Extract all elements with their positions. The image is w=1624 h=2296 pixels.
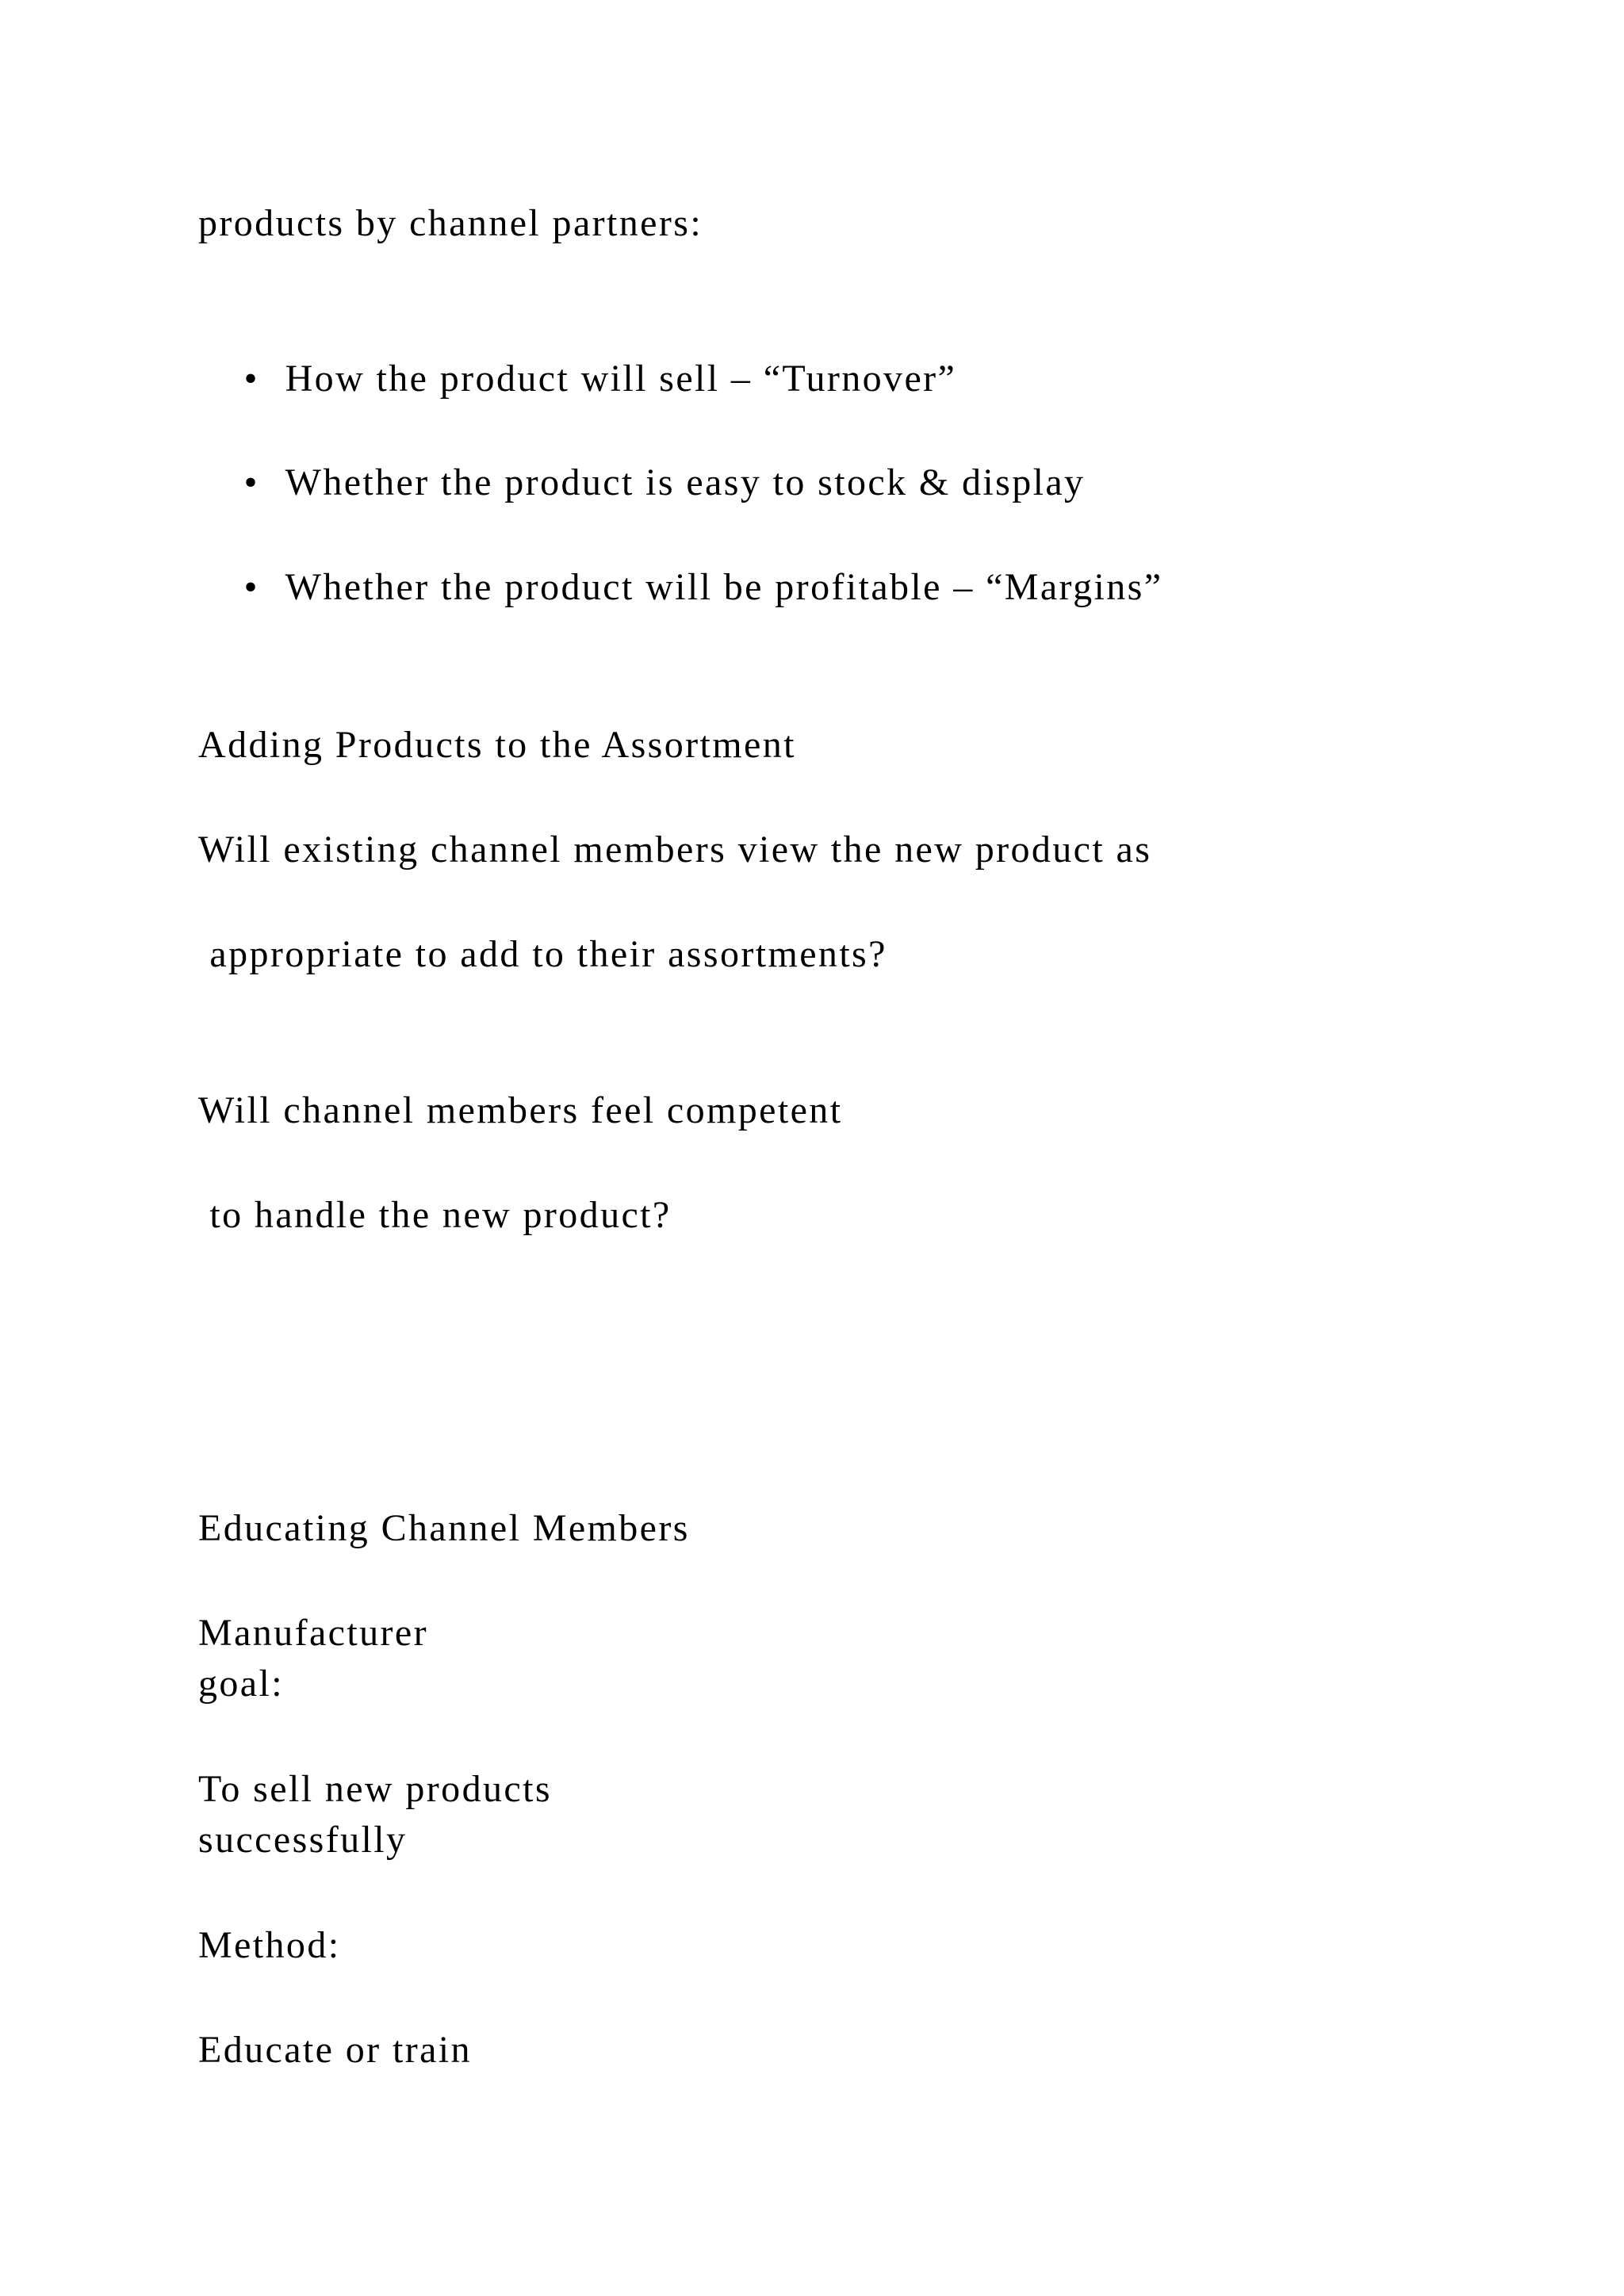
section-heading-educating: Educating Channel Members [198, 1507, 690, 1549]
manufacturer-label-line2: goal: [198, 1663, 284, 1705]
bullet-item [198, 511, 1162, 664]
bullet-icon: • [243, 358, 259, 400]
question1-line2: appropriate to add to their assortments? [198, 933, 887, 975]
bullet-text: Whether the product will be profitable – “Margins” [285, 566, 1163, 608]
method-label: Method: [198, 1924, 341, 1966]
question1-line1: Will existing channel members view the new product as [198, 828, 1152, 871]
bullet-icon: • [243, 461, 259, 503]
question2-line1: Will channel members feel competent [198, 1089, 843, 1131]
section-heading-adding-products: Adding Products to the Assortment [198, 724, 796, 766]
bullet-text: Whether the product is easy to stock & display [285, 461, 1086, 503]
goal-value-line2: successfully [198, 1819, 408, 1861]
method-value: Educate or train [198, 2029, 472, 2071]
goal-value-line1: To sell new products [198, 1768, 552, 1810]
intro-line: products by channel partners: [198, 202, 703, 244]
bullet-text: How the product will sell – “Turnover” [285, 358, 957, 400]
bullet-icon: • [243, 566, 259, 608]
manufacturer-label-line1: Manufacturer [198, 1612, 428, 1654]
question2-line2: to handle the new product? [198, 1194, 672, 1236]
